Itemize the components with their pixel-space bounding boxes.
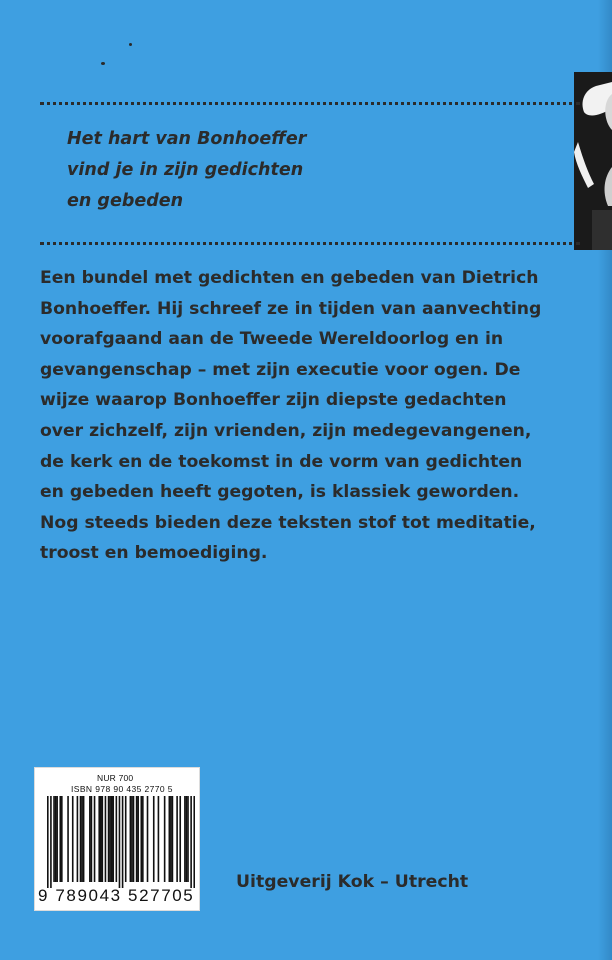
barcode-bar [147, 796, 149, 882]
barcode-bar [56, 796, 58, 882]
barcode-bar [130, 796, 132, 882]
description-line: en gebeden heeft gegoten, is klassiek geworden. [40, 482, 520, 503]
dotted-divider-bottom [40, 242, 580, 245]
barcode-bar [89, 796, 91, 882]
barcode-bar [122, 796, 124, 888]
barcode-bar [91, 796, 93, 882]
barcode-bar [53, 796, 55, 882]
barcode-bar [94, 796, 96, 882]
barcode-bar [169, 796, 171, 882]
description-line: troost en bemoediging. [40, 543, 268, 564]
barcode-bar [116, 796, 118, 882]
barcode-bar [81, 796, 83, 882]
barcode-bar [111, 796, 113, 882]
description-line: gevangenschap – met zijn executie voor ogen. De [40, 359, 521, 380]
barcode-bar [80, 796, 82, 882]
barcode-icon [47, 796, 195, 888]
barcode-bar [50, 796, 52, 888]
barcode-bar [61, 796, 63, 882]
barcode-bar [193, 796, 195, 888]
dotted-divider-top [40, 102, 580, 105]
barcode-bar [67, 796, 69, 882]
barcode-bar [55, 796, 57, 882]
tagline-line: vind je in zijn gedichten [67, 160, 304, 180]
barcode-bar [108, 796, 110, 882]
barcode-bar [119, 796, 121, 888]
barcode-bar [158, 796, 160, 882]
ink-speck [101, 62, 105, 65]
barcode-digits: 9 789043 527705 [38, 886, 195, 905]
description-line: over zichzelf, zijn vrienden, zijn medegevangenen, [40, 420, 532, 441]
tagline-line: Het hart van Bonhoeffer [67, 129, 307, 149]
tagline-line: en gebeden [67, 191, 184, 211]
barcode-bar [109, 796, 111, 882]
barcode-bar [137, 796, 139, 882]
barcode-bar [186, 796, 188, 882]
barcode-bar [133, 796, 135, 882]
barcode-bar [179, 796, 181, 882]
barcode-bar [187, 796, 189, 882]
barcode-bar [140, 796, 142, 882]
barcode-bar [83, 796, 85, 882]
barcode-bar [72, 796, 74, 882]
description-line: Nog steeds bieden deze teksten stof tot meditatie, [40, 512, 536, 533]
description-line: Bonhoeffer. Hij schreef ze in tijden van aanvechting [40, 298, 542, 319]
publisher-name: Uitgeverij Kok – Utrecht [236, 872, 469, 892]
barcode-bar [172, 796, 174, 882]
barcode-bar [100, 796, 102, 882]
tagline [67, 124, 547, 217]
barcode-bar [190, 796, 192, 888]
barcode-bar [153, 796, 155, 882]
description-line: Een bundel met gedichten en gebeden van Dietrich [40, 268, 539, 288]
barcode-bar [47, 796, 49, 888]
description-line: de kerk en de toekomst in de vorm van gedichten [40, 451, 523, 472]
description-line: voorafgaand aan de Tweede Wereldoorlog en in [40, 329, 504, 350]
barcode-bar [131, 796, 133, 882]
barcode-bar [164, 796, 166, 882]
barcode-bar [142, 796, 144, 882]
barcode-bar [136, 796, 138, 882]
ink-speck [129, 43, 132, 46]
description-paragraph [40, 263, 580, 569]
barcode-bar [102, 796, 104, 882]
author-portrait-icon [574, 72, 612, 250]
barcode-bar [170, 796, 172, 882]
barcode-label [34, 767, 200, 911]
barcode-bar [59, 796, 61, 882]
barcode-bar [112, 796, 114, 882]
nur-code: NUR 700 [97, 773, 134, 783]
barcode-bar [176, 796, 178, 882]
barcode-bar [77, 796, 79, 882]
barcode-bar [125, 796, 127, 882]
isbn-number: ISBN 978 90 435 2770 5 [71, 784, 173, 794]
barcode-bar [184, 796, 186, 882]
barcode-bar [105, 796, 107, 882]
barcode-bar [98, 796, 100, 882]
description-line: wijze waarop Bonhoeffer zijn diepste gedachten [40, 390, 507, 411]
